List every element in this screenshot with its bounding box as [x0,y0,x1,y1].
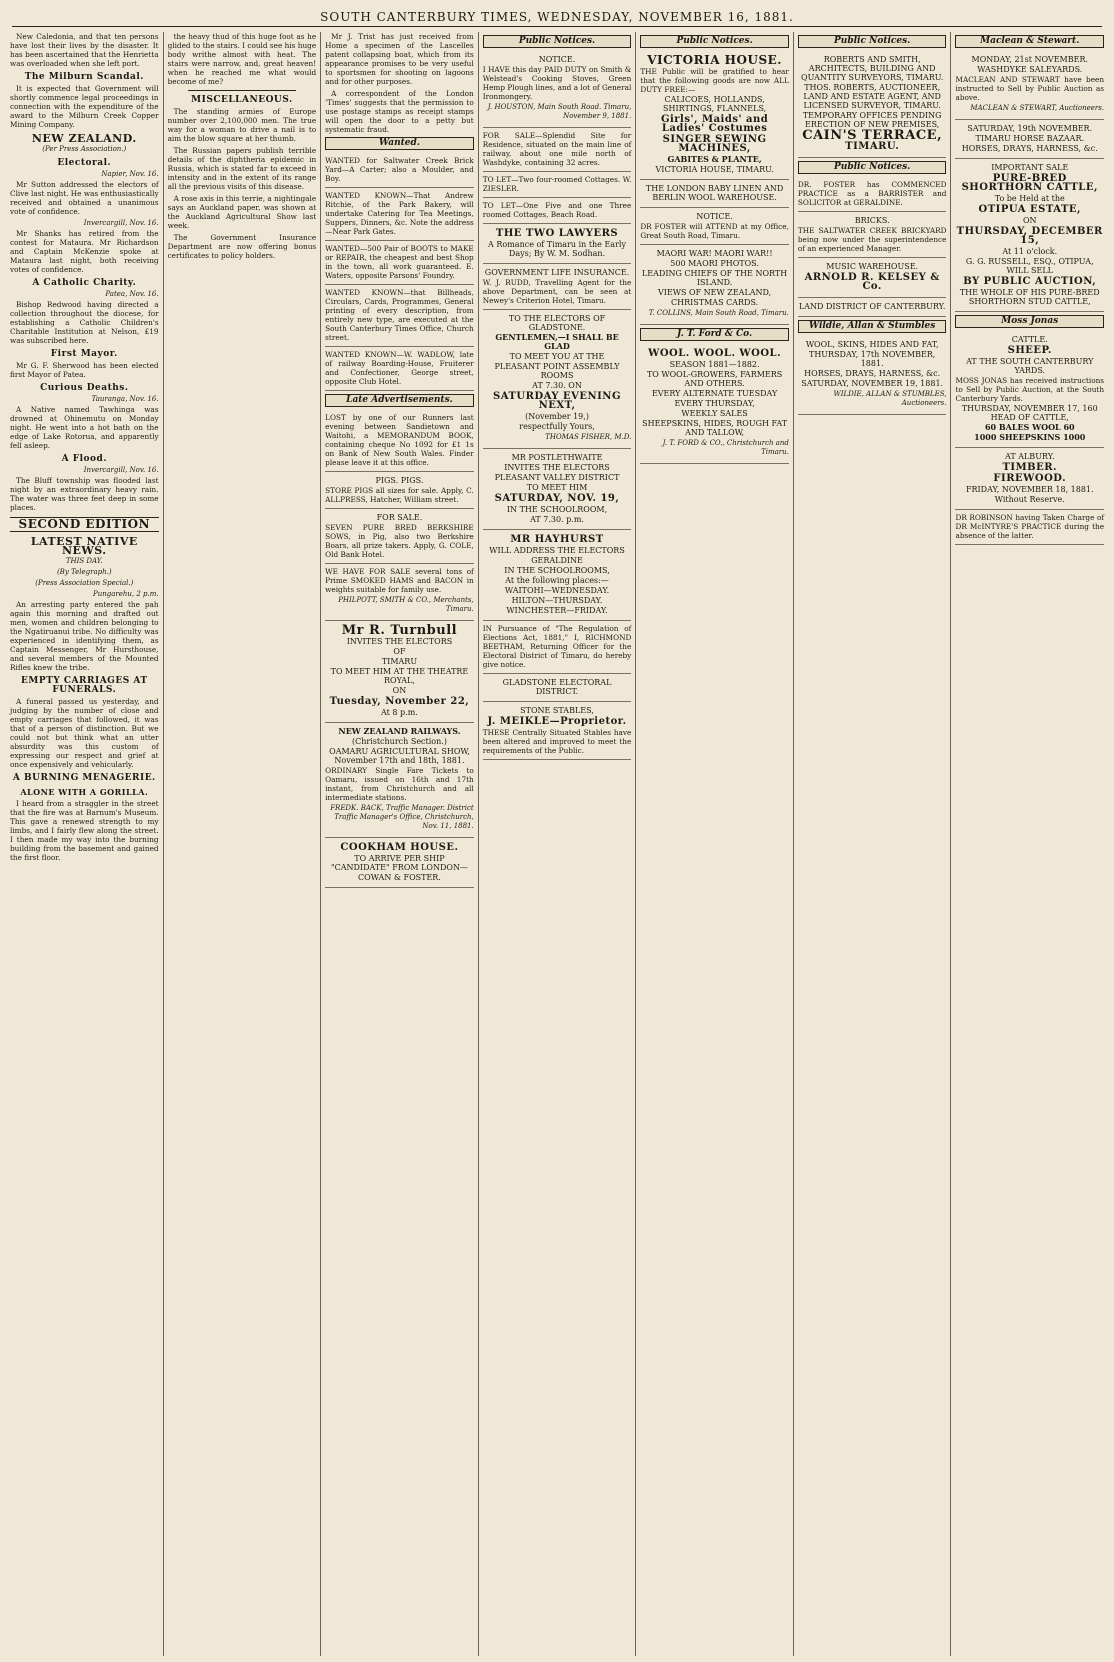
section-public-notices: Public Notices. [640,35,789,48]
ad-text: TO LET—One Five and one Three roomed Cottages, Beach Road. [482,201,632,219]
ad-line: WASHDYKE SALEYARDS. [977,65,1083,74]
ad-notice-foster [640,208,789,245]
heading-second-edition: SECOND EDITION [10,517,159,532]
ad-title: VICTORIA HOUSE. [647,53,782,67]
section-public-notices: Public Notices. [798,35,947,48]
ad-signature: MACLEAN & STEWART, Auctioneers. [970,104,1105,112]
ad-line: TIMARU HORSE BAZAAR. [975,134,1085,143]
ad-text: WANTED KNOWN—that Billheads, Circulars, Cards, Programmes, General printing of every description, from entirely new type, are executed at the South Canterbury Times Office, Church street. [325,288,474,342]
ad-line: MONDAY, 21st NOVEMBER. [971,55,1089,64]
ad-line: (November 19,) [525,412,589,421]
ad-line: ON [392,686,407,695]
ad-line: SATURDAY, 19th NOVEMBER. [967,124,1093,133]
ad-line: G. G. RUSSELL, ESQ., OTIPUA, WILL SELL [965,257,1094,275]
ad-title: THE LONDON BABY LINEN AND BERLIN WOOL WAREHOUSE. [645,184,784,202]
ad-line: 1000 SHEEPSKINS 1000 [974,432,1086,442]
ad-title: COOKHAM HOUSE. [340,842,459,853]
dateline: Invercargill, Nov. 16. [83,466,159,474]
ad-line: WILL ADDRESS THE ELECTORS [489,546,625,555]
ad-line: J. MEIKLE—Proprietor. [487,716,627,727]
ad-lost [325,410,474,472]
ad-title: THE TWO LAWYERS [495,228,619,239]
ad-title: NEW ZEALAND RAILWAYS. [338,726,461,736]
dateline: Patea, Nov. 16. [105,290,159,298]
ad-date: SATURDAY, NOV. 19, [494,493,620,504]
ad-to-let [483,198,632,224]
ad-line: CAIN'S TERRACE, [802,128,943,143]
ad-line: (Christchurch Section.) [351,737,447,746]
article-text: Mr G. F. Sherwood has been elected first Mayor of Patea. [10,361,159,379]
ad-govt-life [483,264,632,310]
ad-line: THURSDAY, NOVEMBER 17, 160 HEAD OF CATTLE, [961,404,1098,422]
ad-line: SHEEPSKINS, HIDES, ROUGH FAT AND TALLOW, [642,419,788,437]
ad-wanted [325,153,474,188]
section-wanted: Wanted. [325,137,474,150]
heading-alone-gorilla: ALONE WITH A GORILLA. [20,787,149,797]
ad-albury [955,448,1104,510]
ad-regulation [483,621,632,674]
column-3 [321,32,479,1656]
ad-signature: FREDK. BACK, Traffic Manager. District Traffic Manager's Office, Christchurch, Nov. 11, 1881. [330,804,474,830]
ad-line: respectfully Yours, [519,422,595,431]
ad-for-sale [325,509,474,564]
ad-line: FIREWOOD. [993,473,1067,484]
dateline: Napier, Nov. 16. [101,170,159,178]
ad-line: Without Reserve. [994,495,1065,504]
article-text: A funeral passed us yesterday, and judging by the number of close and empty carriages that followed, it was that of a person of distinction. But we could not but think what an utter absurdity was this custom of expressing our respect and grief at once expensively and vehicularly. [10,697,159,769]
heading-empty-carriages: EMPTY CARRIAGES AT FUNERALS. [21,676,148,695]
ad-line: ARNOLD R. KELSEY & Co. [804,272,940,292]
ad-line: HORSES, DRAYS, HARNESS, &c. [804,369,941,378]
section-wildie: Wildie, Allan & Stumbles [798,320,947,333]
ad-bricks [798,212,947,258]
ad-text: DR ROBINSON having Taken Charge of DR McINTYRE'S PRACTICE during the absence of the latter. [955,513,1105,540]
article-text: Mr Sutton addressed the electors of Clive last night. He was enthusiastically received and obtained a unanimous vote of confidence. [10,180,159,216]
ad-title: GLADSTONE ELECTORAL DISTRICT. [502,678,612,696]
ad-houston [483,51,632,128]
ad-line: TEMPORARY OFFICES PENDING ERECTION OF NEW PREMISES, [802,111,942,129]
article-text: The Government Insurance Department are now offering bonus certificates to policy holders. [167,233,317,260]
heading-first-mayor: First Mayor. [50,349,118,359]
ad-stables [483,702,632,760]
ad-date: Tuesday, November 22, [329,696,470,707]
ad-line: VICTORIA HOUSE, TIMARU. [655,165,774,174]
ad-line: VIEWS OF NEW ZEALAND, [657,288,772,297]
ad-line: TIMARU. [845,141,900,152]
article-text: It is expected that Government will shortly commence legal proceedings in connection with the expenditure of the award to the Milburn Creek Copper Mining Company. [10,84,159,129]
ad-title: WOOL. WOOL. WOOL. [648,348,782,359]
ad-title: IMPORTANT SALE [991,163,1069,172]
ad-text: WE HAVE FOR SALE several tons of Prime SMOKED HAMS and BACON in weights suitable for family use. [325,567,474,594]
ad-line: WAITOHI—WEDNESDAY. [504,586,610,595]
article-text: An arresting party entered the pah again this morning and drafted out men, women and children belonging to the Ngatiruanui tribe. No difficulty was experienced in identifying them, as Captain Messenger, Mr Hursthouse, and several members of the Mounted Rifles knew the tribe. [10,600,159,672]
ad-line: OF [393,647,406,656]
ad-hams [325,564,474,621]
ad-line: At the following places:— [505,576,609,585]
ad-wanted [325,188,474,241]
ad-title: MR HAYHURST [510,534,604,545]
column-6 [794,32,952,1656]
dateline: Tauranga, Nov. 16. [91,395,159,403]
section-public-notices: Public Notices. [798,161,947,174]
ad-line: INVITES THE ELECTORS [504,463,610,472]
ad-text: FOR SALE—Splendid Site for Residence, situated on the main line of railway, about one mile north of Washdyke, containing 32 acres. [482,131,632,167]
ad-for-sale-site [483,128,632,172]
section-public-notices: Public Notices. [483,35,632,48]
article-text: I heard from a straggler in the street that the fire was at Barnum's Museum. This gave a renewed strength to my limbs, and I fairly flew along the street. I then made my way into the burning building from the basement and gained the first floor. [10,799,159,862]
ad-bazaar [955,120,1104,159]
article-text: The Russian papers publish terrible details of the diphtheria epidemic in Russia, which is stated far to exceed in intensity and in the extent of its range all the previous visits of this disease. [167,146,317,191]
ad-text: I HAVE this day PAID DUTY on Smith & Welstead's Cooking Stoves, Green Hemp Plough lines, and a lot of General Ironmongery. [482,65,632,101]
ad-line: THOS. ROBERTS, AUCTIONEER, LAND AND ESTATE AGENT, AND LICENSED SURVEYOR, TIMARU. [803,83,941,110]
ad-line: TO ARRIVE PER SHIP "CANDIDATE" FROM LONDON— [330,854,468,872]
article-text: A correspondent of the London 'Times' suggests that the permission to use postage stamps as receipt stamps will open the door to a petty but systematic fraud. [325,89,474,134]
ad-line: GERALDINE [531,556,583,565]
article-text: Mr J. Trist has just received from Home a specimen of the Lascelles patent collapsing boat, which from its appearance promises to be very useful to sportsmen for shooting on lagoons and for other purposes. [325,32,474,86]
ad-line: 60 BALES WOOL 60 [984,422,1075,432]
ad-railways [325,723,474,838]
ad-moss-jonas [955,331,1104,448]
ad-line: AT ALBURY. [1005,452,1055,461]
ad-line: FRIDAY, NOVEMBER 18, 1881. [965,485,1094,494]
ad-title: ROBERTS AND SMITH, ARCHITECTS, BUILDING AND QUANTITY SURVEYORS, TIMARU. [801,55,944,82]
ad-line: IN THE SCHOOLROOMS, [504,566,610,575]
section-maclean: Maclean & Stewart. [955,35,1104,48]
ad-line: Girls', Maids' and Ladies' Costumes [660,114,769,134]
ad-title: BRICKS. [854,216,890,225]
ad-line: WEEKLY SALES [681,409,748,418]
ad-title: FOR SALE. [376,513,423,522]
column-1 [6,32,164,1656]
ad-line: BY PUBLIC AUCTION, [963,276,1097,287]
ad-line: PLEASANT VALLEY DISTRICT [494,473,620,482]
ad-line: SATURDAY, NOVEMBER 19, 1881. [801,379,944,388]
ad-title: NOTICE. [538,55,576,64]
ad-text: WANTED—500 Pair of BOOTS to MAKE or REPAIR, the cheapest and best Shop in the town, all work guaranteed. E. Waters, opposite Parsons' Foundry. [325,244,474,280]
ad-fisher [483,310,632,449]
ad-text: MOSS JONAS has received instructions to Sell by Public Auction, at the South Canterbury Yards. [955,376,1105,403]
ad-wanted [325,285,474,347]
ad-title: MUSIC WAREHOUSE. [826,262,919,271]
ad-roberts [798,51,947,158]
heading-flood: A Flood. [61,454,107,464]
heading-curious-deaths: Curious Deaths. [40,383,129,393]
ad-text: MACLEAN AND STEWART have been instructed to Sell by Public Auction as above. [955,75,1105,102]
ad-line: PURE-BRED SHORTHORN CATTLE, [961,173,1098,193]
ad-wanted [325,241,474,285]
ad-line: OAMARU AGRICULTURAL SHOW, November 17th and 18th, 1881. [329,747,470,765]
ad-signature: WILDIE, ALLAN & STUMBLES, Auctioneers. [833,390,947,407]
dateline: (Per Press Association.) [42,145,127,153]
ad-line: PLEASANT POINT ASSEMBLY ROOMS [494,362,620,380]
ad-text: LOST by one of our Runners last evening between Sandietown and Waitohi, a MEMORANDUM BOOK, containing cheque No 1092 for £1 1s on Bank of New South Wales. Finder please leave it at this office. [325,413,474,467]
ad-title: GOVERNMENT LIFE INSURANCE. [484,268,630,277]
ad-text: IN Pursuance of "The Regulation of Elections Act, 1881," I, RICHMOND BEETHAM, Returning Officer for the Electoral District of Timaru, do hereby give notice. [482,624,632,669]
article-text: A Native named Tawhinga was drowned at Ohinemutu on Monday night. He went into a hot bath on the edge of Lake Rotorua, and apparently fell asleep. [10,405,159,450]
ad-to-let [483,172,632,198]
ad-wanted [325,347,474,391]
ad-signature: COWAN & FOSTER. [358,873,441,882]
heading-milburn: The Milburn Scandal. [24,72,144,82]
heading-latest-native-news: LATEST NATIVE NEWS. [30,535,138,557]
ad-line: IN THE SCHOOLROOM, [506,505,608,514]
ad-text: STORE PIGS all sizes for sale. Apply, C. ALLPRESS, Hatcher, William street. [325,486,474,504]
article-text: New Caledonia, and that ten persons have lost their lives by the disaster. It has been ascertained that the Henrietta was overloaded when she left port. [10,32,159,68]
ad-victoria-house [640,51,789,180]
ad-line: HORSES, DRAYS, HARNESS, &c. [961,144,1098,153]
ad-line: At 8 p.m. [381,708,418,717]
article-text: The standing armies of Europe number over 2,100,000 men. The true way for a woman to drive a nail is to aim the blow square at her thumb. [167,107,317,143]
ad-line: WINCHESTER—FRIDAY. [506,606,608,615]
ad-line: THURSDAY, 17th NOVEMBER, 1881. [808,350,936,368]
masthead: SOUTH CANTERBURY TIMES, WEDNESDAY, NOVEMBER 16, 1881. [12,8,1102,27]
ad-title: MAORI WAR! MAORI WAR!! [656,249,773,258]
sub-by-telegraph: (By Telegraph.) [56,568,112,576]
ad-title: PIGS. PIGS. [375,476,424,485]
heading-electoral: Electoral. [57,158,112,168]
ad-line: SHEEP. [1007,345,1052,356]
ad-line: TO MEET YOU AT THE [509,352,605,361]
ad-shorthorn [955,159,1104,312]
ad-text: THESE Centrally Situated Stables have been altered and improved to meet the requirements of the Public. [482,728,632,755]
ad-line: At 11 o'clock. [1002,247,1058,256]
divider [188,90,297,91]
section-ford: J. T. Ford & Co. [640,328,789,341]
ad-cookham [325,838,474,888]
dateline: Invercargill, Nov. 16. [83,219,159,227]
columns [6,32,1108,1656]
ad-line: TO WOOL-GROWERS, FARMERS AND OTHERS. [646,370,783,388]
ad-hayhurst [483,530,632,621]
ad-line: OTIPUA ESTATE, [978,204,1081,215]
ad-two-lawyers [483,224,632,264]
ad-signature: PHILPOTT, SMITH & CO., Merchants, Timaru. [338,596,474,613]
ad-wool [640,344,789,464]
ad-turnbull [325,621,474,723]
ad-line: TIMARU [381,657,418,666]
ad-line: ON [1022,216,1037,225]
ad-signature: THOMAS FISHER, M.D. [545,433,632,441]
ad-london-baby [640,180,789,208]
dateline: Pungarehu, 2 p.m. [92,590,159,598]
ad-line: TO MEET HIM AT THE THEATRE ROYAL, [330,667,469,685]
heading-catholic-charity: A Catholic Charity. [32,278,137,288]
ad-date: THURSDAY, DECEMBER 15, [956,226,1103,246]
column-4 [479,32,637,1656]
ad-text: THE SALTWATER CREEK BRICKYARD being now under the superintendence of an experienced Manager. [797,226,947,253]
ad-line: 500 MAORI PHOTOS. [670,259,759,268]
sub-this-day: THIS DAY. [65,557,103,565]
ad-text: SEVEN PURE BRED BERKSHIRE SOWS, in Pig, also two Berkshire Boars, all prize takers. Apply, G. COLE, Old Bank Hotel. [325,523,474,559]
ad-line: A Romance of Timaru in the Early Days; By W. M. Sodhan. [488,240,626,258]
ad-text: DR. FOSTER has COMMENCED PRACTICE as a BARRISTER and SOLICITOR at GERALDINE. [797,180,947,207]
ad-signature: T. COLLINS, Main South Road, Timaru. [648,309,789,317]
ad-foster [798,177,947,212]
ad-postlethwaite [483,449,632,530]
ad-text: ORDINARY Single Fare Tickets to Oamaru, issued on 16th and 17th instant, from Christchurch and all intermediate stations. [325,766,474,802]
ad-land-district [798,298,947,317]
ad-maori-war [640,245,789,325]
ad-signature: J. T. FORD & CO., Christchurch and Timaru. [662,439,789,456]
heading-new-zealand: NEW ZEALAND. [31,132,137,145]
section-moss-jonas: Moss Jonas [955,315,1104,328]
ad-title: NOTICE. [696,212,733,221]
ad-line: TIMBER. [1002,462,1058,473]
ad-text: DR FOSTER will ATTEND at my Office, Great South Road, Timaru. [640,222,789,240]
ad-wildie [798,336,947,415]
ad-line: TO MEET HIM [526,483,588,492]
section-late-advertisements: Late Advertisements. [325,394,474,407]
ad-line: AT 7.30. p.m. [530,515,584,524]
ad-line: GENTLEMEN,—I SHALL BE GLAD [495,332,619,351]
article-text: Mr Shanks has retired from the contest for Mataura. Mr Richardson and Captain McKenzie spoke at Mataura last night, both receiving votes of confidence. [10,229,159,274]
ad-title: MR POSTLETHWAITE [511,453,603,462]
ad-pigs [325,472,474,509]
article-text: The Bluff township was flooded last night by an extraordinary heavy rain. The water was three feet deep in some places. [10,476,159,512]
sub-special: (Press Association Special.) [35,579,134,587]
ad-line: CHRISTMAS CARDS. [671,298,759,307]
heading-burning-menagerie: A BURNING MENAGERIE. [12,773,156,783]
article-text: Bishop Redwood having directed a collection throughout the diocese, for establishing a Catholic Children's Charitable Institution at Nelson, £19 was subscribed here. [10,300,159,345]
ad-line: EVERY ALTERNATE TUESDAY [651,389,778,398]
ad-title: WOOL, SKINS, HIDES AND FAT, [805,340,939,349]
ad-text: TO LET—Two four-roomed Cottages. W. ZIESLER. [482,175,632,193]
ad-line: SINGER SEWING MACHINES, [662,134,767,154]
ad-line: HILTON—THURSDAY. [511,596,603,605]
ad-music [798,258,947,298]
ad-line: EVERY THURSDAY, [674,399,755,408]
ad-line: SEASON 1881—1882. [669,360,760,369]
ad-line: THE WHOLE OF HIS PURE-BRED SHORTHORN STUD CATTLE, [959,288,1100,306]
article-text: A rose axis in this terrie, a nightingale says an Auckland paper, was shown at the Auckland Agricultural Show last week. [167,194,317,230]
ad-signature: J. HOUSTON, Main South Road. Timaru, November 9, 1881. [487,103,632,120]
ad-gladstone [483,674,632,702]
ad-robinson [955,510,1104,545]
ad-date: SATURDAY EVENING NEXT, [493,391,621,411]
column-2 [164,32,322,1656]
ad-text: WANTED KNOWN—W. WADLOW, late of railway Boarding-House, Fruiterer and Confectioner, George street, opposite Club Hotel. [325,350,474,386]
ad-line: To be Held at the [994,194,1065,203]
ad-title: STONE STABLES, [520,706,594,715]
ad-line: CATTLE. [1011,335,1048,344]
ad-title: Mr R. Turnbull [341,623,458,638]
ad-text: THE Public will be gratified to hear that the following goods are now ALL DUTY FREE:— [640,67,789,94]
ad-title: LAND DISTRICT OF CANTERBURY. [798,302,946,311]
ad-line: CALICOES, HOLLANDS, SHIRTINGS, FLANNELS, [663,95,767,113]
ad-text: WANTED KNOWN—That Andrew Ritchie, of the Park Bakery, will undertake Catering for Tea Meetings, Suppers, Dinners, &c. Note the address—Near Park Gates. [325,191,474,236]
ad-text: WANTED for Saltwater Creek Brick Yard—A Carter; also a Moulder, and Boy. [325,156,474,183]
ad-line: AT THE SOUTH CANTERBURY YARDS. [966,357,1094,375]
ad-line: LEADING CHIEFS OF THE NORTH ISLAND. [641,269,788,287]
column-7 [951,32,1108,1656]
ad-maclean [955,51,1104,120]
heading-miscellaneous: MISCELLANEOUS. [191,95,293,105]
ad-line: GABITES & PLANTE, [667,154,762,164]
ad-line: AT 7.30. ON [532,381,582,390]
ad-title: TO THE ELECTORS OF GLADSTONE. [508,314,606,332]
ad-text: W. J. RUDD, Travelling Agent for the above Department, can be seen at Newey's Criterion Hotel, Timaru. [482,278,632,305]
ad-line: INVITES THE ELECTORS [346,637,453,646]
column-5 [636,32,794,1656]
article-text: the heavy thud of this huge foot as he glided to the stairs. I could see his huge body writhe almost with heat. The stairs were narrow, and, great heaven! when he reached me what would become of me? [167,32,317,86]
